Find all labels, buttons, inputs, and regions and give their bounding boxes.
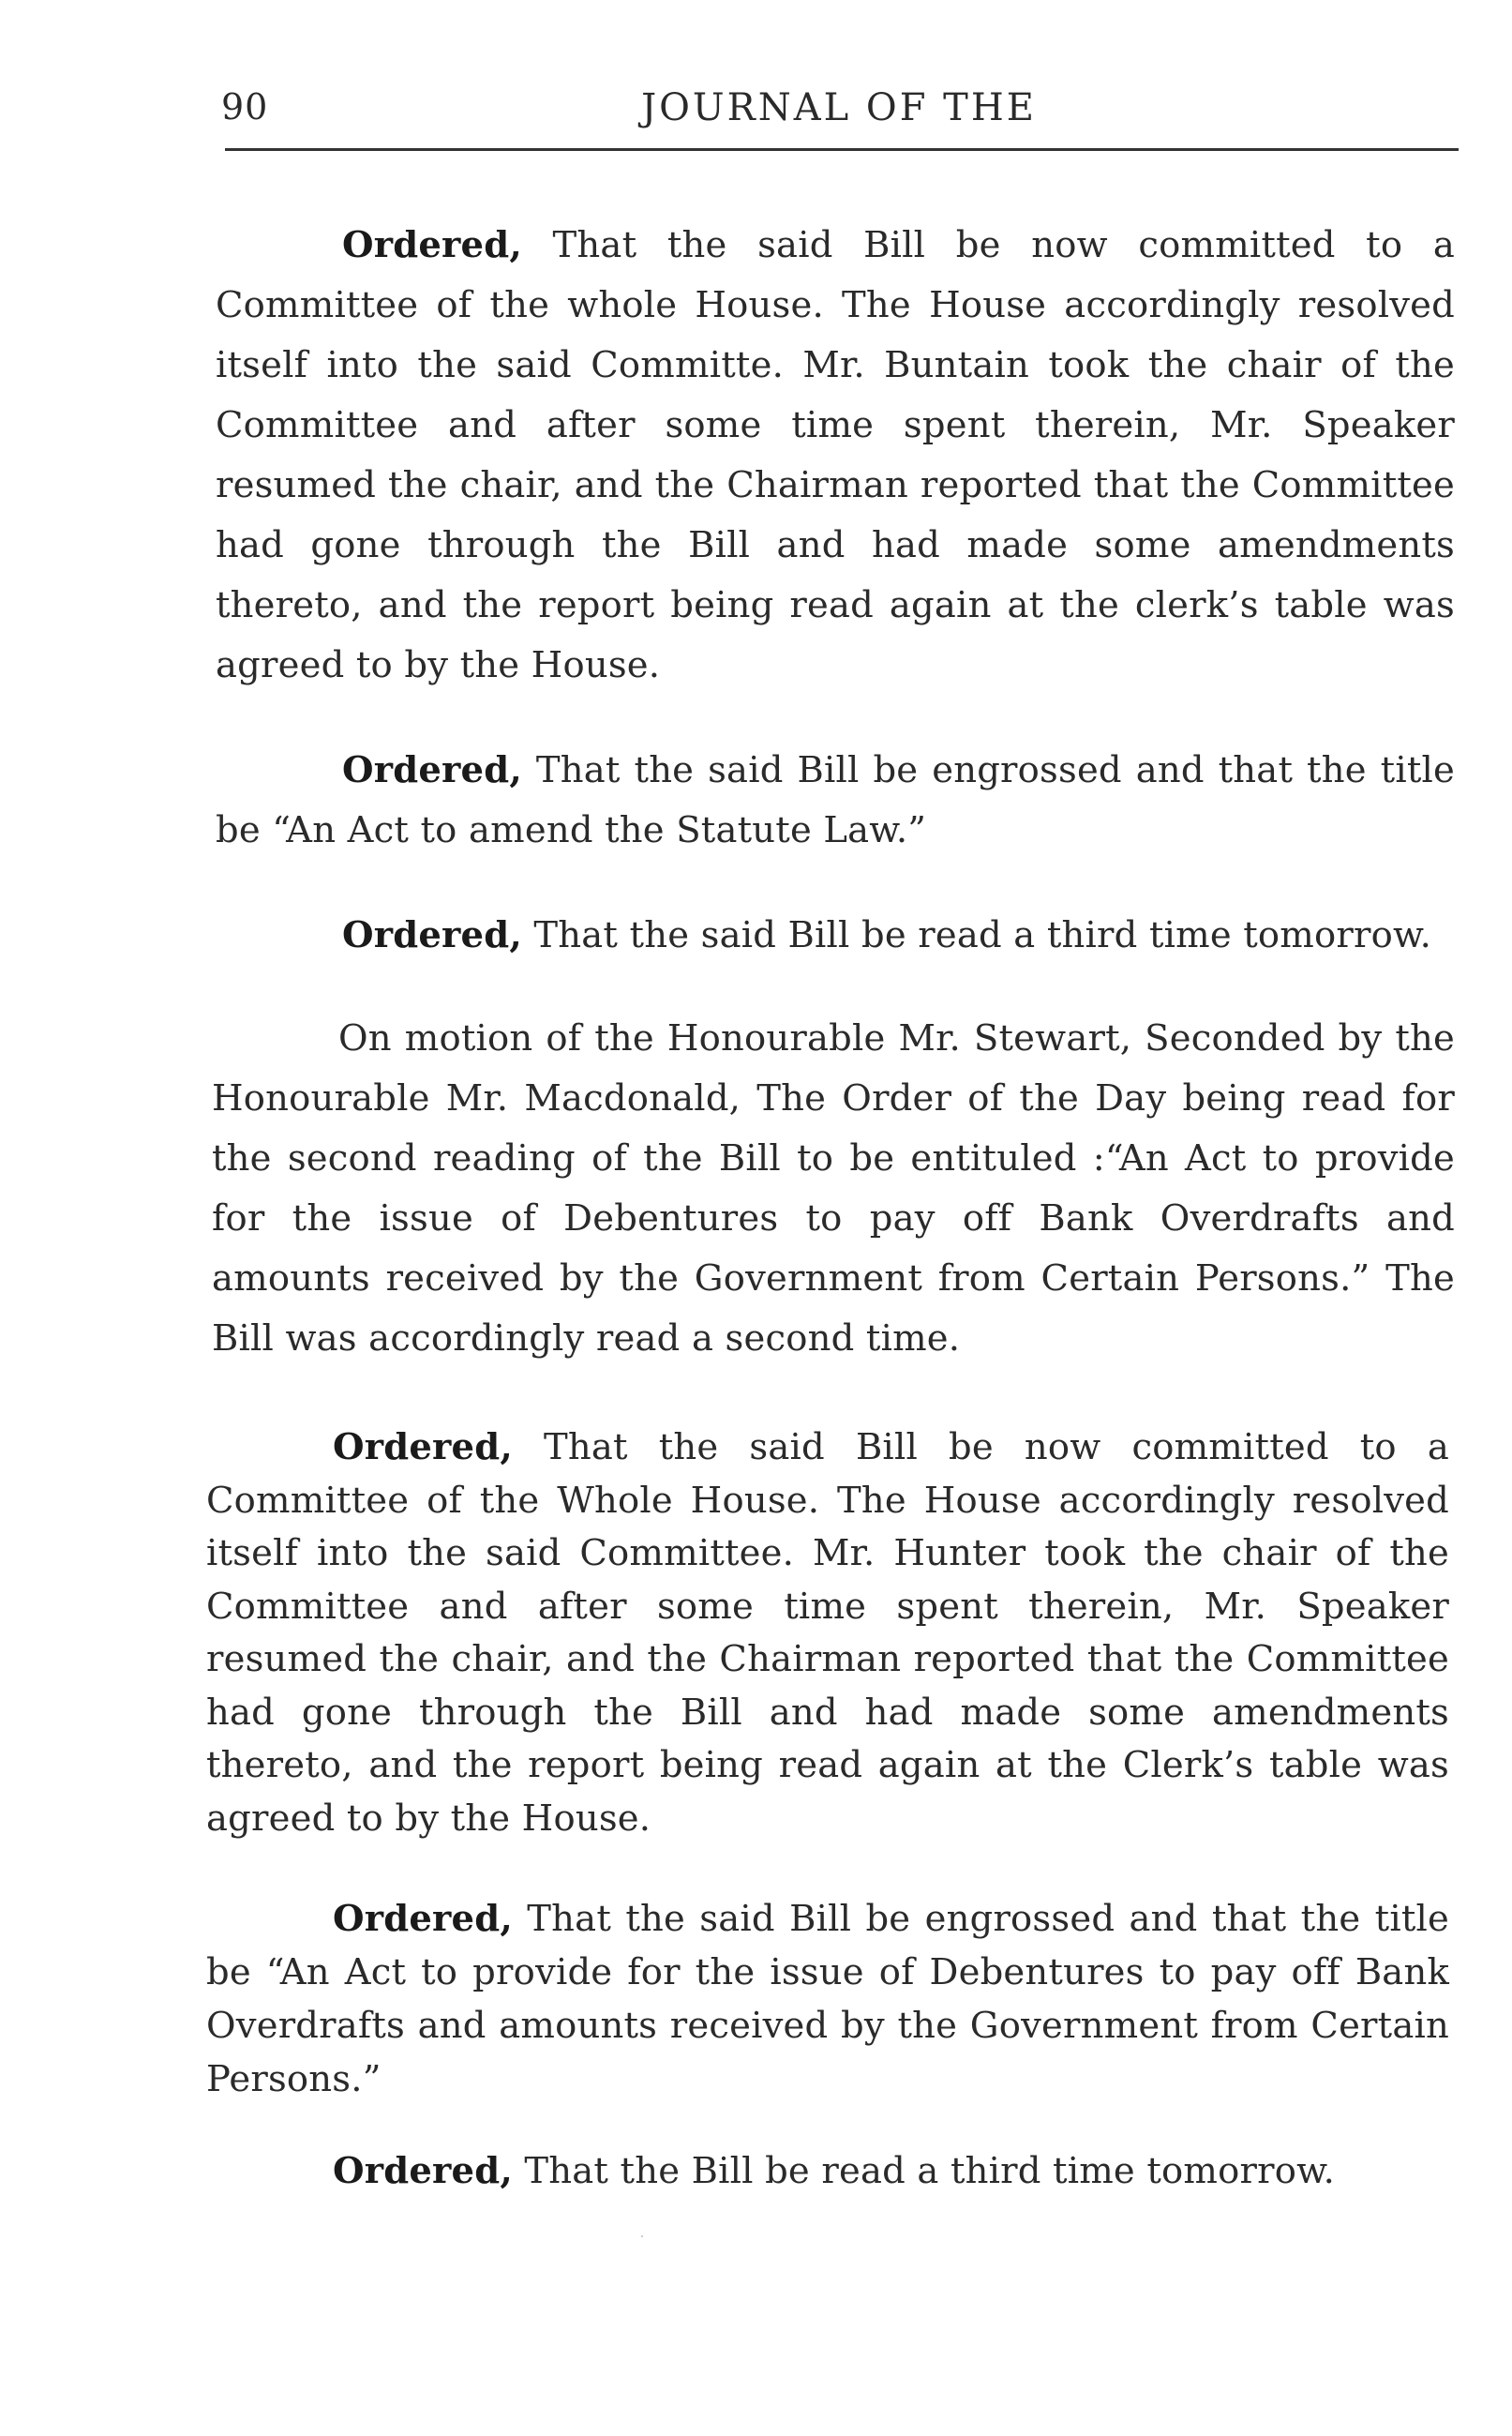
- paragraph-engrossed-1: [216, 741, 1455, 861]
- ordered-lead: Ordered,: [333, 1426, 513, 1468]
- paragraph-committee-whole-house-1: [216, 216, 1455, 696]
- paragraph-text: That the said Bill be now committed to a Committee of the Whole House. The House accordingly resolved itself into the said Committee. Mr. Hunter took the chair of the Committee and after some time spent therein, Mr. Speaker resumed the chair, and the Chairman reported that the Committee had gone through the Bill and had made some amendments thereto, and the report being read again at the Clerk’s table was agreed to by the House.: [206, 1426, 1449, 1840]
- paragraph-text: That the said Bill be read a third time tomorrow.: [521, 914, 1432, 956]
- paragraph-text: That the said Bill be engrossed and that the title be “An Act to provide for the issue of Debentures to pay off Bank Overdrafts and amounts received by the Government from Certain Persons.”: [206, 1898, 1449, 2100]
- paragraph-engrossed-2: [206, 1892, 1449, 2106]
- paragraph-third-reading-1: [216, 906, 1455, 966]
- paragraph-text: That the Bill be read a third time tomorrow.: [512, 2150, 1336, 2192]
- ordered-lead: Ordered,: [342, 224, 522, 266]
- page-header: [221, 83, 1457, 139]
- ordered-lead: Ordered,: [333, 1898, 513, 1940]
- paragraph-third-reading-2: [206, 2142, 1449, 2202]
- ordered-lead: Ordered,: [342, 914, 522, 956]
- ordered-lead: Ordered,: [333, 2150, 513, 2192]
- ordered-lead: Ordered,: [342, 749, 522, 791]
- paper-speck: [641, 2235, 643, 2237]
- running-head: JOURNAL OF THE: [641, 86, 1037, 129]
- paragraph-text: That the said Bill be engrossed and that the title be “An Act to amend the Statute Law.”: [216, 749, 1455, 851]
- paragraph-text: On motion of the Honourable Mr. Stewart, Seconded by the Honourable Mr. Macdonald, The Order of the Day being read for the second reading of the Bill to be entituled :“An Act to provide for the issue of Debentures to pay off Bank Overdrafts and amounts received by the Government from Certain Persons.” The Bill was accordingly read a second time.: [212, 1017, 1455, 1360]
- paragraph-text: That the said Bill be now committed to a Committee of the whole House. The House accordingly resolved itself into the said Committe. Mr. Buntain took the chair of the Committee and after some time spent therein, Mr. Speaker resumed the chair, and the Chairman reported that the Committee had gone through the Bill and had made some amendments thereto, and the report being read again at the clerk’s table was agreed to by the House.: [216, 224, 1455, 686]
- paragraph-committee-whole-house-2: [206, 1421, 1449, 1845]
- paragraph-motion-second-reading: [212, 1009, 1455, 1369]
- page-number: 90: [221, 86, 269, 128]
- header-rule: [225, 148, 1459, 151]
